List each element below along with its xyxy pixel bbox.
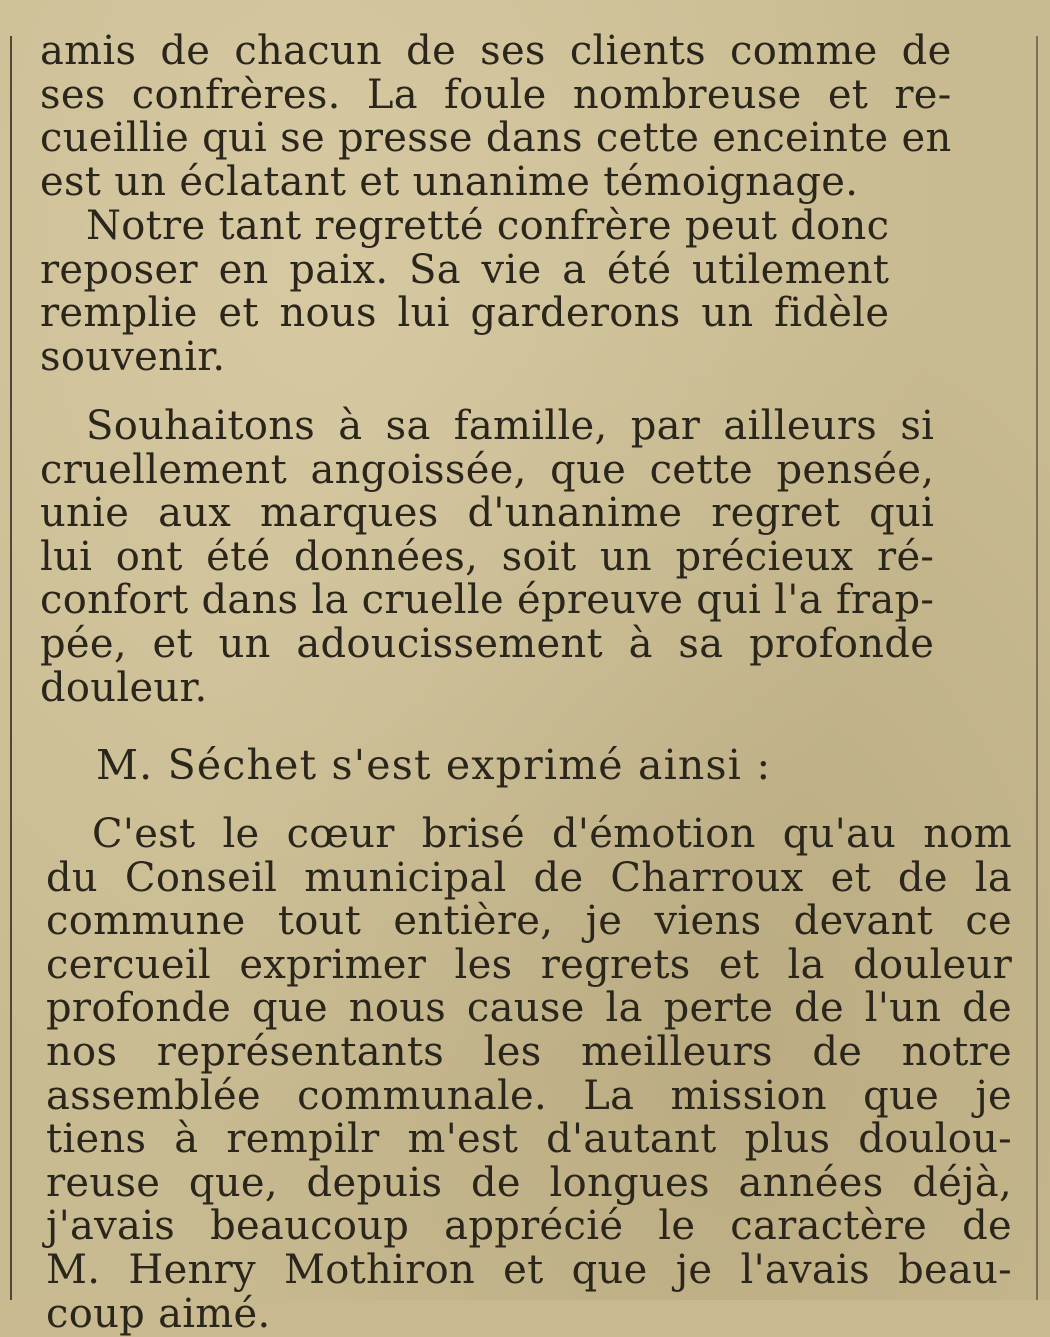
text-line: confort dans la cruelle épreuve qui l'a frap- [40,577,935,624]
text-line: j'avais beaucoup apprécié le caractère de [46,1203,1012,1250]
paragraph-3 [40,405,934,710]
paragraph-1 [40,30,952,204]
text-line: C'est le cœur brisé d'émotion qu'au nom [92,811,1012,857]
text-line: cercueil exprimer les regrets et la douleur [46,941,1012,988]
text-line: assemblée communale. La mission que je [46,1072,1012,1119]
text-line: unie aux marques d'unanime regret qui [40,490,935,537]
text-line: remplie et nous lui garderons un fidèle [40,290,890,337]
text-line: souvenir. [40,333,226,380]
text-line: est un éclatant et unanime témoignage. [40,158,859,205]
text-line: lui ont été données, soit un précieux ré- [40,533,935,580]
text-line: pée, et un adoucissement à sa profonde [40,620,935,667]
text-line: douleur. [40,664,208,711]
text-line: commune tout entière, je viens devant ce [46,898,1012,945]
paragraph-4 [46,813,1012,1336]
text-line: Souhaitons à sa famille, par ailleurs si [86,403,935,449]
paragraph-2 [40,205,889,379]
text-line: cueillie qui se presse dans cette enceinte en [40,115,952,162]
text-line: ses confrères. La foule nombreuse et re- [40,71,952,118]
text-line: coup aimé. [46,1290,271,1337]
text-line: reposer en paix. Sa vie a été utilement [40,246,890,293]
text-line: amis de chacun de ses clients comme de [40,28,952,74]
column-rule-left [10,36,12,1300]
text-line: nos représentants les meilleurs de notre [46,1028,1012,1075]
text-line: reuse que, depuis de longues années déjà, [46,1159,1012,1206]
speaker-heading: M. Séchet s'est exprimé ainsi : [96,741,772,789]
text-line: tiens à rempilr m'est d'autant plus doulou- [46,1116,1012,1163]
text-line: profonde que nous cause la perte de l'un de [46,985,1012,1032]
text-line: Notre tant regretté confrère peut donc [86,203,890,249]
text-line: du Conseil municipal de Charroux et de la [46,854,1012,901]
column-rule-right [1036,36,1038,1300]
text-line: M. Henry Mothiron et que je l'avais beau- [46,1246,1012,1293]
text-line: cruellement angoissée, que cette pensée, [40,446,935,493]
